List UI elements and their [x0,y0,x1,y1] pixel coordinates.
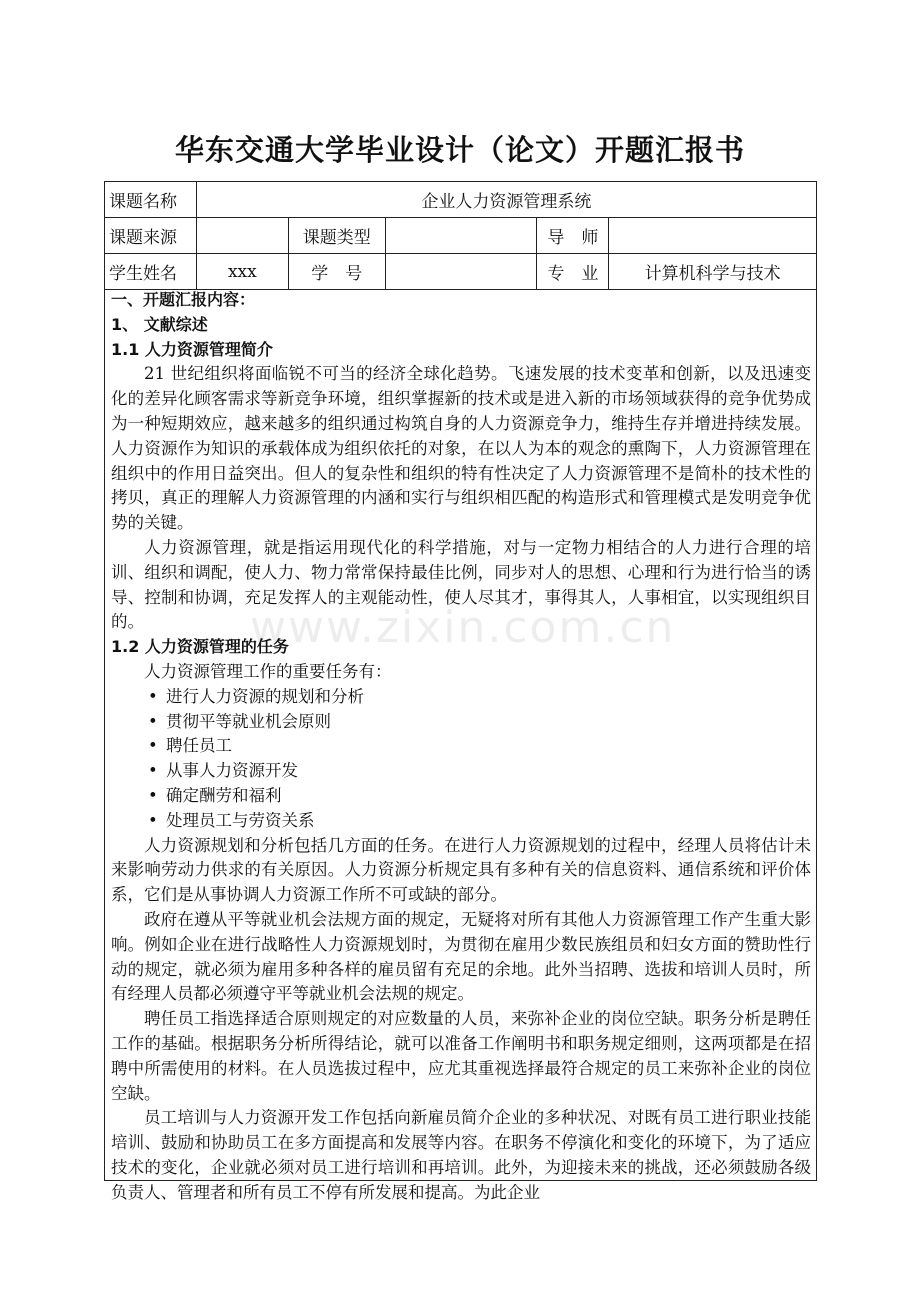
paragraph-1: 21 世纪组织将面临锐不可当的经济全球化趋势。飞速发展的技术变革和创新，以及迅速变化的差异化顾客需求等新竞争环境，组织掌握新的技术或是进入新的市场领域获得的竞争优势成为一种短期效应，越来越多的组织通过构筑自身的人力资源竞争力，维持生存并增进持续发展。人力资源作为知识的承载体成为组织依托的对象，在以人为本的观念的熏陶下，人力资源管理在组织中的作用日益突出。但人的复杂性和组织的特有性决定了人力资源管理不是简朴的技术性的拷贝，真正的理解人力资源管理的内涵和实行与组织相匹配的构造形式和管理模式是发明竞争优势的关键。 [111,364,811,533]
list-item: • 贯彻平等就业机会原则 [148,710,811,735]
list-item: • 从事人力资源开发 [148,759,811,784]
row-topic-name [105,182,817,218]
heading-literature-review: 1、 文献综述 [111,314,208,334]
heading-hrm-tasks: 1.2 人力资源管理的任务 [111,637,289,657]
advisor-label: 导 师 [537,218,609,254]
paragraph-7: 员工培训与人力资源开发工作包括向新雇员简介企业的多种状况、对既有员工进行职业技能培训、鼓励和协助员工在多方面提高和发展等内容。在职务不停演化和变化的环境下，为了适应技术的变化，企业就必须对员工进行培训和再培训。此外，为迎接未来的挑战，还必须鼓励各级负责人、管理者和所有员工不停有所发展和提高。为此企业 [111,1108,811,1202]
student-name-label: 学生姓名 [105,254,197,290]
major-label: 专 业 [537,254,609,290]
row-topic-source [105,218,817,254]
advisor-value [609,218,817,254]
document-title: 华东交通大学毕业设计（论文）开题汇报书 [174,133,745,167]
major-value: 计算机科学与技术 [609,254,817,290]
paragraph-3: 人力资源管理工作的重要任务有： [144,661,392,681]
list-item: • 确定酬劳和福利 [148,784,811,809]
info-table [104,181,817,290]
topic-name-value: 企业人力资源管理系统 [196,182,816,218]
heading-hrm-intro: 1.1 人力资源管理简介 [111,339,273,359]
topic-source-label: 课题来源 [105,218,197,254]
list-item: • 处理员工与劳资关系 [148,809,811,834]
topic-name-label: 课题名称 [105,182,197,218]
topic-type-label: 课题类型 [288,218,385,254]
report-content [111,288,811,1205]
paragraph-2: 人力资源管理，就是指运用现代化的科学措施，对与一定物力相结合的人力进行合理的培训、组织和调配，使人力、物力常常保持最佳比例，同步对人的思想、心理和行为进行恰当的诱导、控制和协调，充足发挥人的主观能动性，使人尽其才，事得其人，人事相宜，以实现组织目的。 [111,537,811,632]
watermark: www.zixin.com.cn [250,602,676,653]
list-item: • 进行人力资源的规划和分析 [148,685,811,710]
paragraph-6: 聘任员工指选择适合原则规定的对应数量的人员，来弥补企业的岗位空缺。职务分析是聘任工作的基础。根据职务分析所得结论，就可以准备工作阐明书和职务规定细则，这两项都是在招聘中所需使用的材料。在人员选拔过程中，应尤其重视选择最符合规定的员工来弥补企业的岗位空缺。 [111,1009,811,1103]
section-heading: 一、开题汇报内容： [111,290,256,309]
topic-type-value [385,218,537,254]
topic-source-value [196,218,288,254]
paragraph-5: 政府在遵从平等就业机会法规方面的规定，无疑将对所有其他人力资源管理工作产生重大影响。例如企业在进行战略性人力资源规划时，为贯彻在雇用少数民族组员和妇女方面的赞助性行动的规定，就必须为雇用多种各样的雇员留有充足的余地。此外当招聘、选拔和培训人员时，所有经理人员都必须遵守平等就业机会法规的规定。 [111,909,811,1004]
row-student [105,254,817,290]
student-id-label: 学 号 [288,254,385,290]
student-id-value [385,254,537,290]
student-name-value: xxx [196,254,288,290]
task-list [111,685,811,834]
list-item: • 聘任员工 [148,734,811,759]
paragraph-4: 人力资源规划和分析包括几方面的任务。在进行人力资源规划的过程中，经理人员将估计未来影响劳动力供求的有关原因。人力资源分析规定具有多种有关的信息资料、通信系统和评价体系，它们是从事协调人力资源工作所不可或缺的部分。 [111,835,811,905]
